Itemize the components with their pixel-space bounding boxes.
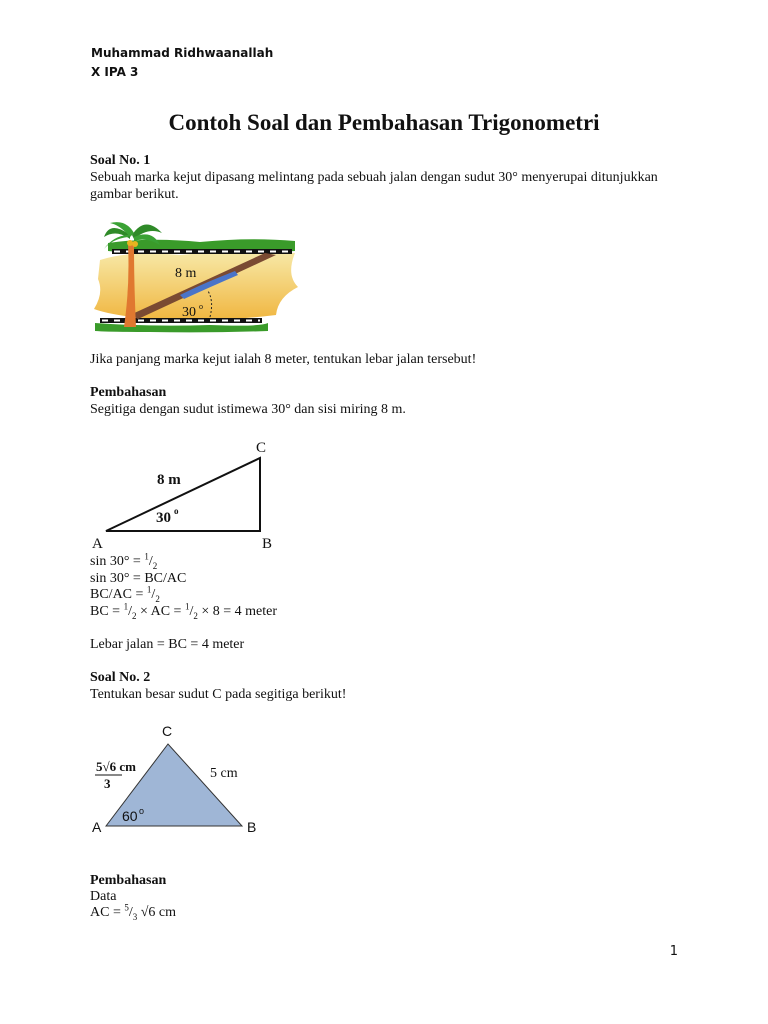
- vertex-b-label: B: [262, 536, 273, 552]
- bump-angle-deg: o: [199, 302, 203, 311]
- soal1-question: Jika panjang marka kejut ialah 8 meter, tentukan lebar jalan tersebut!: [90, 352, 477, 367]
- pembahasan2-data-label: Data: [90, 889, 117, 904]
- hypotenuse-label: 8 m: [157, 472, 181, 488]
- ac-value-line: AC = $^5/_3$ √6 cm: [90, 902, 177, 922]
- pembahasan1-intro: Segitiga dengan sudut istimewa 30° dan sisi miring 8 m.: [90, 402, 406, 417]
- author-name: Muhammad Ridhwaanallah: [91, 46, 274, 60]
- angle-deg: o: [174, 506, 179, 516]
- vertex-c-label-2: C: [162, 723, 173, 739]
- right-triangle-diagram: [88, 436, 288, 554]
- side-bc-label: 5 cm: [210, 766, 238, 781]
- bc-ac-line: $BC/AC = ^1/_2$: [90, 584, 160, 604]
- bump-angle-label: 30: [182, 305, 196, 320]
- author-class: X IPA 3: [91, 65, 139, 79]
- vertex-a-label: A: [92, 536, 103, 552]
- triangle-abc: [106, 458, 260, 531]
- side-ac-denominator: 3: [104, 776, 111, 791]
- road-speed-bump-illustration: [90, 215, 300, 337]
- vertex-b-label-2: B: [247, 819, 257, 835]
- pembahasan1-heading: Pembahasan: [90, 385, 167, 400]
- page-title: Contoh Soal dan Pembahasan Trigonometri: [168, 110, 600, 135]
- page-number: 1: [669, 944, 678, 959]
- bottom-grass: [95, 323, 268, 332]
- angle-a-deg: o: [139, 806, 145, 816]
- soal2-heading: Soal No. 2: [90, 670, 151, 685]
- soal1-text-line1: Sebuah marka kejut dipasang melintang pada sebuah jalan dengan sudut 30° menyerupai ditunjukkan: [90, 170, 658, 185]
- soal2-text: Tentukan besar sudut C pada segitiga berikut!: [90, 687, 347, 702]
- bc-result-line: BC = $^1/_2$ × AC = $^1/_2 \times 8 = 4$ meter: [90, 601, 277, 621]
- soal1-text-line2: gambar berikut.: [90, 187, 179, 202]
- pembahasan2-heading: Pembahasan: [90, 873, 167, 888]
- vertex-c-label: C: [256, 440, 267, 456]
- bump-length-label: 8 m: [175, 266, 197, 281]
- side-ac-numerator: 5√6 cm: [96, 759, 136, 774]
- sin30-line: $\sin 30^\circ = ^1/_2$: [90, 551, 158, 571]
- angle-a-label: 60: [122, 808, 138, 824]
- angle-label: 30: [156, 510, 171, 526]
- sin30-ratio-line: sin 30° = BC/AC: [90, 571, 187, 586]
- triangle-60-diagram: [88, 718, 278, 838]
- soal1-heading: Soal No. 1: [90, 153, 151, 168]
- vertex-a-label-2: A: [92, 819, 102, 835]
- road-width-answer: Lebar jalan = BC = 4 meter: [90, 637, 245, 652]
